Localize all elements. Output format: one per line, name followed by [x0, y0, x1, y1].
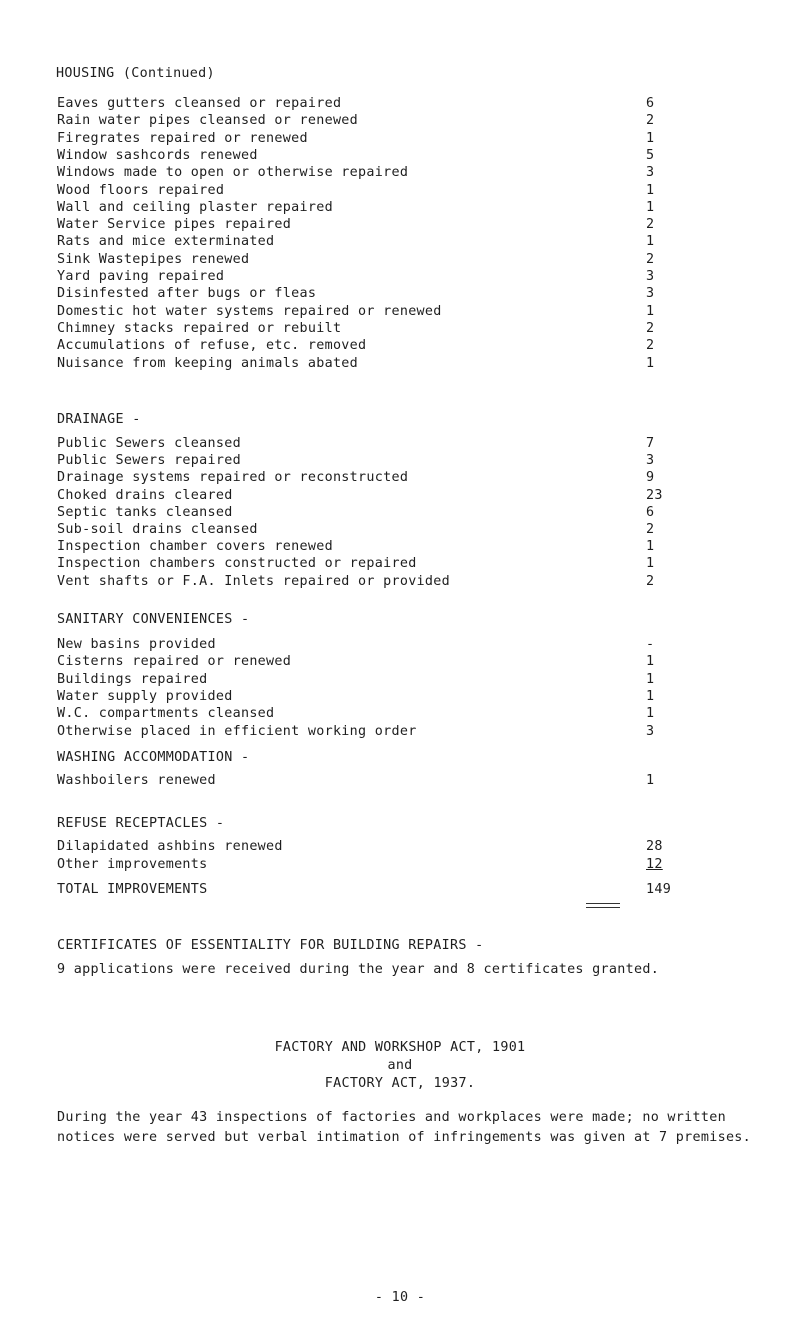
- item-value: 1: [646, 130, 655, 146]
- list-item: [57, 453, 667, 471]
- item-label: Inspection chambers constructed or repaired: [57, 556, 417, 572]
- item-value: 5: [646, 147, 655, 163]
- item-label: Disinfested after bugs or fleas: [57, 286, 317, 302]
- item-value: -: [646, 637, 655, 652]
- certificates-heading: CERTIFICATES OF ESSENTIALITY FOR BUILDING REPAIRS -: [57, 938, 484, 953]
- list-item: [57, 773, 667, 791]
- list-item: [57, 857, 667, 875]
- item-label: Public Sewers repaired: [57, 453, 241, 469]
- item-label: Dilapidated ashbins renewed: [57, 839, 283, 854]
- list-item: [57, 574, 667, 592]
- list-item: [57, 654, 667, 672]
- list-item: [57, 113, 667, 131]
- item-value: 9: [646, 470, 655, 486]
- item-label: Window sashcords renewed: [57, 147, 258, 163]
- list-item: [57, 217, 667, 235]
- item-value: 3: [646, 165, 655, 181]
- item-value: 3: [646, 286, 655, 302]
- list-item: [57, 338, 667, 356]
- section-heading-washing: WASHING ACCOMMODATION -: [57, 750, 250, 765]
- list-item: [57, 165, 667, 183]
- item-value: 2: [646, 113, 655, 129]
- item-label: Firegrates repaired or renewed: [57, 130, 308, 146]
- list-item: [57, 470, 667, 488]
- list-item: [57, 304, 667, 322]
- list-item: [57, 234, 667, 252]
- list-item: [57, 724, 667, 742]
- item-value: 2: [646, 320, 655, 336]
- list-item: [57, 286, 667, 304]
- item-label: New basins provided: [57, 637, 216, 652]
- item-value: 3: [646, 269, 655, 284]
- list-item: [57, 436, 667, 454]
- item-value: 1: [646, 199, 655, 215]
- item-value: 2: [646, 217, 655, 233]
- list-item: [57, 356, 667, 374]
- item-value: 12: [646, 856, 663, 872]
- item-value: 1: [646, 539, 655, 555]
- item-value: 2: [646, 251, 655, 267]
- item-label: Wood floors repaired: [57, 182, 225, 198]
- item-value: 6: [646, 504, 655, 520]
- item-label: Accumulations of refuse, etc. removed: [57, 338, 367, 354]
- item-label: Sub-soil drains cleansed: [57, 522, 258, 537]
- factory-act-title: FACTORY AND WORKSHOP ACT, 1901: [274, 1040, 526, 1055]
- item-label: Windows made to open or otherwise repaired: [57, 165, 409, 181]
- factory-act-1937: FACTORY ACT, 1937.: [324, 1076, 476, 1091]
- list-item: [57, 672, 667, 690]
- item-value: 1: [646, 303, 655, 319]
- list-item: [57, 252, 667, 270]
- item-label: Cisterns repaired or renewed: [57, 654, 292, 670]
- item-label: Vent shafts or F.A. Inlets repaired or provided: [57, 573, 451, 589]
- list-item: [57, 522, 667, 540]
- item-value: 1: [646, 706, 655, 722]
- item-value: 2: [646, 573, 655, 589]
- item-label: Washboilers renewed: [57, 773, 216, 788]
- item-value: 28: [646, 839, 663, 854]
- list-item: [57, 539, 667, 557]
- page-number: - 10 -: [374, 1290, 426, 1305]
- total-double-rule: [586, 903, 620, 908]
- total-label: TOTAL IMPROVEMENTS: [57, 882, 208, 897]
- item-value: 1: [646, 688, 655, 704]
- item-value: 1: [646, 773, 655, 788]
- list-item: [57, 148, 667, 166]
- page-heading: HOUSING (Continued): [56, 66, 215, 81]
- section-heading-refuse: REFUSE RECEPTACLES -: [57, 816, 225, 831]
- list-item: [57, 183, 667, 201]
- item-value: 2: [646, 522, 655, 537]
- item-label: Sink Wastepipes renewed: [57, 251, 250, 267]
- item-value: 6: [646, 96, 655, 111]
- section-heading-drainage: DRAINAGE -: [57, 412, 141, 427]
- item-value: 1: [646, 671, 655, 687]
- item-label: Septic tanks cleansed: [57, 504, 233, 520]
- list-item: [57, 839, 667, 857]
- item-value: 1: [646, 654, 655, 670]
- item-value: 2: [646, 338, 655, 354]
- item-label: Public Sewers cleansed: [57, 436, 241, 451]
- list-item: [57, 269, 667, 287]
- list-item: [57, 321, 667, 339]
- item-label: Water supply provided: [57, 688, 233, 704]
- item-label: Otherwise placed in efficient working order: [57, 723, 417, 739]
- item-label: Wall and ceiling plaster repaired: [57, 199, 333, 215]
- factory-act-and: and: [387, 1058, 413, 1073]
- item-label: Drainage systems repaired or reconstructed: [57, 470, 409, 486]
- item-value: 1: [646, 355, 655, 371]
- certificates-text: 9 applications were received during the year and 8 certificates granted.: [57, 962, 660, 977]
- item-value: 1: [646, 234, 655, 250]
- item-label: Other improvements: [57, 856, 208, 872]
- item-label: Eaves gutters cleansed or repaired: [57, 96, 342, 111]
- list-item: [57, 131, 667, 149]
- item-label: W.C. compartments cleansed: [57, 706, 275, 722]
- list-item: [57, 505, 667, 523]
- item-label: Domestic hot water systems repaired or renewed: [57, 303, 442, 319]
- list-item: [57, 556, 667, 574]
- item-label: Chimney stacks repaired or rebuilt: [57, 320, 342, 336]
- list-item: [57, 706, 667, 724]
- item-label: Buildings repaired: [57, 671, 208, 687]
- item-value: 1: [646, 556, 655, 572]
- list-item: [57, 637, 667, 655]
- item-value: 1: [646, 182, 655, 198]
- total-value: 149: [646, 882, 672, 897]
- list-item: [57, 200, 667, 218]
- section-heading-sanitary: SANITARY CONVENIENCES -: [57, 612, 250, 627]
- factory-text: During the year 43 inspections of factories and workplaces were made; no written notices were served but verbal intimation of infringements was given at 7 premises.: [57, 1110, 752, 1145]
- total-row: [57, 882, 672, 900]
- item-label: Rats and mice exterminated: [57, 234, 275, 250]
- item-value: 23: [646, 487, 663, 503]
- item-label: Nuisance from keeping animals abated: [57, 355, 359, 371]
- item-label: Choked drains cleared: [57, 487, 233, 503]
- item-value: 7: [646, 436, 655, 451]
- item-label: Yard paving repaired: [57, 269, 225, 284]
- item-label: Rain water pipes cleansed or renewed: [57, 113, 359, 129]
- item-value: 3: [646, 723, 655, 739]
- item-value: 3: [646, 453, 655, 469]
- list-item: [57, 689, 667, 707]
- list-item: [57, 488, 667, 506]
- item-label: Water Service pipes repaired: [57, 217, 292, 233]
- list-item: [57, 96, 667, 114]
- item-label: Inspection chamber covers renewed: [57, 539, 333, 555]
